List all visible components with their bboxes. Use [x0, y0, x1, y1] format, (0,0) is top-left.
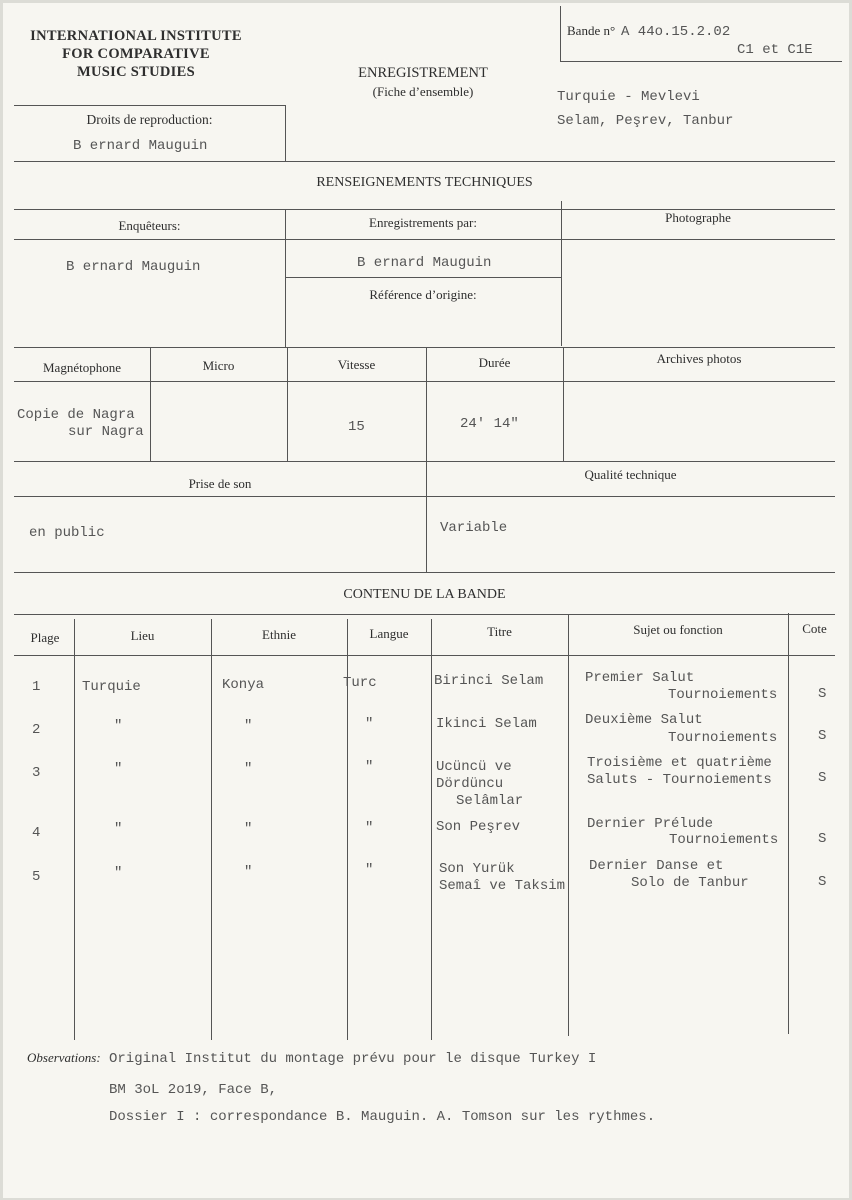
row-ethnie: " [244, 864, 253, 880]
observations-label: Observations: [27, 1050, 101, 1065]
institute-name [12, 27, 260, 81]
row-langue: Turc [343, 675, 377, 691]
enregistrements-value: B ernard Mauguin [357, 255, 492, 271]
observations-line-1: Original Institut du montage prévu pour le disque Turkey I [109, 1051, 597, 1067]
prise-label: Prise de son [188, 476, 252, 491]
row-lieu: Turquie [82, 679, 141, 695]
vitesse-label: Vitesse [337, 357, 376, 372]
row-titre-line-2: Semaî ve Taksim [439, 878, 566, 894]
row-langue: " [365, 759, 374, 775]
row-sujet-line-1: Troisième et quatrième [587, 755, 772, 771]
enregistrements-label: Enregistrements par: [369, 215, 477, 230]
droits-label: Droits de reproduction: [86, 112, 213, 127]
archives-label: Archives photos [656, 351, 742, 366]
row-sujet-line-2: Saluts - Tournoiements [587, 772, 772, 788]
row-plage: 4 [32, 825, 41, 841]
form-subtitle: (Fiche d’ensemble) [372, 84, 474, 99]
vitesse-value: 15 [348, 419, 365, 435]
magnetophone-value-line-1: Copie de Nagra [17, 407, 135, 423]
row-cote: S [818, 874, 827, 890]
row-titre-line-1: Son Peşrev [436, 819, 521, 835]
enqueteurs-value: B ernard Mauguin [66, 259, 201, 275]
row-titre-line-1: Son Yurük [439, 861, 515, 877]
row-plage: 5 [32, 869, 41, 885]
observations-line-2: BM 3oL 2o19, Face B, [109, 1082, 278, 1098]
row-sujet-line-1: Dernier Danse et [589, 858, 724, 874]
row-langue: " [365, 820, 374, 836]
duree-label: Durée [478, 355, 511, 370]
column-ethnie: Ethnie [262, 627, 296, 642]
row-titre-line-2: Dördüncu [436, 776, 504, 792]
row-cote: S [818, 686, 827, 702]
reference-label: Référence d’origine: [369, 287, 477, 302]
row-lieu: " [114, 821, 123, 837]
qualite-label: Qualité technique [584, 467, 677, 482]
prise-value: en public [29, 525, 105, 541]
row-ethnie: " [244, 718, 253, 734]
photographe-label: Photographe [665, 210, 731, 225]
contenu-heading: CONTENU DE LA BANDE [343, 587, 506, 602]
tech-heading: RENSEIGNEMENTS TECHNIQUES [316, 175, 533, 190]
row-langue: " [365, 716, 374, 732]
droits-value: B ernard Mauguin [73, 138, 208, 154]
subject-line-2: Selam, Peşrev, Tanbur [557, 113, 734, 129]
row-sujet-line-2: Tournoiements [668, 687, 778, 703]
row-sujet-line-1: Premier Salut [585, 670, 695, 686]
bande-label: Bande n° [567, 23, 616, 38]
row-plage: 1 [32, 679, 41, 695]
row-sujet-line-1: Dernier Prélude [587, 816, 714, 832]
row-titre-line-1: Ucüncü ve [436, 759, 512, 775]
observations-line-3: Dossier I : correspondance B. Mauguin. A. Tomson sur les rythmes. [109, 1109, 656, 1125]
institute-line-3: MUSIC STUDIES [77, 64, 195, 80]
enqueteurs-label: Enquêteurs: [118, 218, 181, 233]
bande-sides: C1 et C1E [737, 42, 813, 58]
row-lieu: " [114, 718, 123, 734]
row-cote: S [818, 831, 827, 847]
duree-value: 24' 14" [460, 416, 519, 432]
row-ethnie: " [244, 821, 253, 837]
form-title: ENREGISTREMENT [358, 65, 488, 81]
row-titre-line-1: Ikinci Selam [436, 716, 537, 732]
row-cote: S [818, 770, 827, 786]
row-cote: S [818, 728, 827, 744]
column-sujet: Sujet ou fonction [633, 622, 723, 637]
column-lieu: Lieu [130, 628, 155, 643]
row-sujet-line-2: Tournoiements [668, 730, 778, 746]
micro-label: Micro [202, 358, 235, 373]
row-lieu: " [114, 761, 123, 777]
institute-line-2: FOR COMPARATIVE [62, 46, 210, 62]
column-langue: Langue [369, 626, 409, 641]
row-ethnie: " [244, 761, 253, 777]
row-plage: 3 [32, 765, 41, 781]
row-plage: 2 [32, 722, 41, 738]
row-sujet-line-2: Tournoiements [669, 832, 779, 848]
row-sujet-line-2: Solo de Tanbur [631, 875, 749, 891]
qualite-value: Variable [440, 520, 508, 536]
bande-number: A 44o.15.2.02 [621, 24, 731, 40]
record-sheet [3, 3, 849, 1198]
column-titre: Titre [487, 624, 512, 639]
row-ethnie: Konya [222, 677, 265, 693]
subject-line-1: Turquie - Mevlevi [557, 89, 700, 105]
row-titre-line-3: Selâmlar [456, 793, 524, 809]
magnetophone-value-line-2: sur Nagra [68, 424, 144, 440]
row-titre-line-1: Birinci Selam [434, 673, 544, 689]
row-sujet-line-1: Deuxième Salut [585, 712, 703, 728]
row-lieu: " [114, 865, 123, 881]
column-cote: Cote [802, 621, 827, 636]
column-plage: Plage [30, 630, 60, 645]
row-langue: " [365, 862, 374, 878]
institute-line-1: INTERNATIONAL INSTITUTE [30, 28, 242, 44]
magnetophone-label: Magnétophone [43, 360, 121, 375]
